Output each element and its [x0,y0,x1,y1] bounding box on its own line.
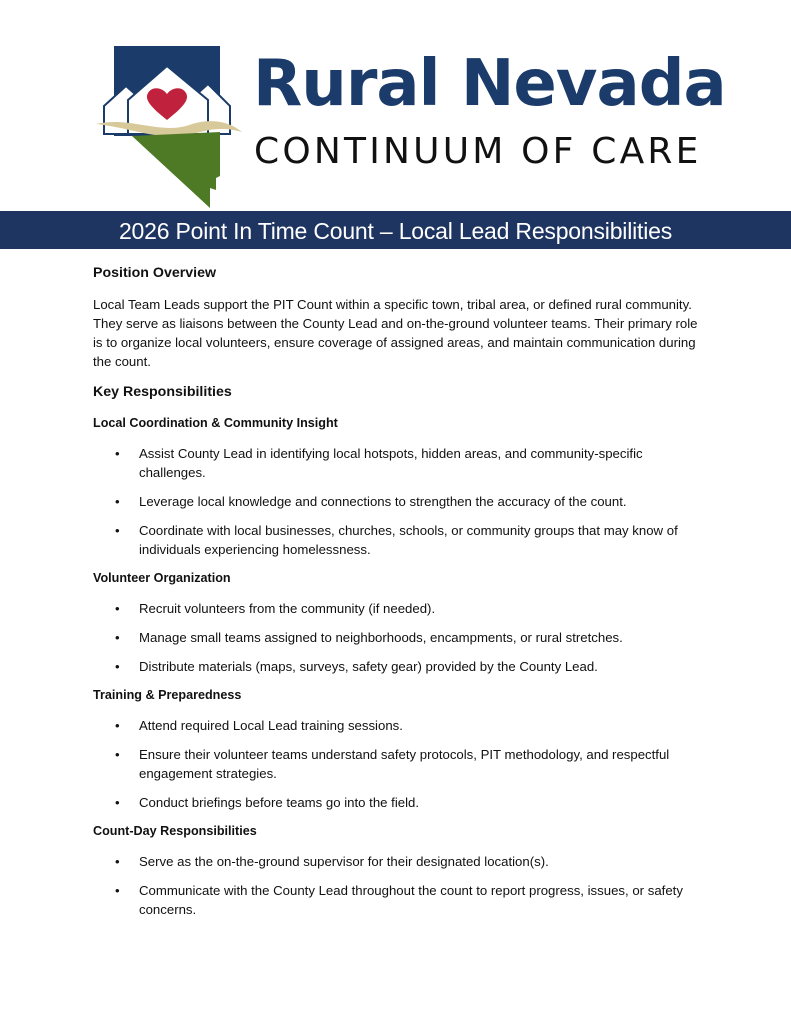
section-title: Volunteer Organization [93,571,231,585]
overview-heading: Position Overview [93,265,216,281]
brand-title: Rural Nevada [253,47,726,121]
list-item [93,852,703,871]
bullet-icon: • [115,659,120,674]
list-item [93,492,703,511]
list-item-text: Attend required Local Lead training sessions. [139,718,403,733]
bullet-icon: • [115,446,120,461]
document-body [93,264,703,929]
bullet-icon: • [115,718,120,733]
bullet-list [93,852,703,919]
bullet-icon: • [115,494,120,509]
list-item [93,628,703,647]
bullet-list [93,599,703,676]
list-item-text: Serve as the on-the-ground supervisor for their designated location(s). [139,854,549,869]
bullet-icon: • [115,795,120,810]
list-item-text: Manage small teams assigned to neighborhoods, encampments, or rural stretches. [139,630,623,645]
bullet-icon: • [115,854,120,869]
list-item [93,881,703,919]
section-title: Local Coordination & Community Insight [93,416,338,430]
logo-nevada-bottom [132,132,220,208]
logo-nevada-houses-icon [92,44,244,210]
list-item-text: Distribute materials (maps, surveys, safety gear) provided by the County Lead. [139,659,598,674]
list-item [93,521,703,559]
list-item [93,716,703,735]
bullet-icon: • [115,523,120,538]
section-title: Count-Day Responsibilities [93,824,257,838]
bullet-list [93,444,703,559]
section-local-coordination [93,414,703,559]
bullet-icon: • [115,883,120,898]
bullet-icon: • [115,630,120,645]
section-volunteer-organization [93,569,703,676]
brand-subtitle: CONTINUUM OF CARE [254,131,702,172]
document-title: 2026 Point In Time Count – Local Lead Responsibilities [118,218,673,244]
list-item [93,745,703,783]
overview-text: Local Team Leads support the PIT Count within a specific town, tribal area, or defined rural community. They serve as liaisons between the County Lead and on-the-ground volunteer teams. Their primary role is to organize local volunteers, ensure coverage of assigned areas, and maintain communication during the count. [93,297,698,369]
title-banner [0,211,791,249]
list-item [93,657,703,676]
section-title: Training & Preparedness [93,688,242,702]
list-item-text: Communicate with the County Lead throughout the count to report progress, issues, or safety concerns. [139,883,683,917]
list-item [93,444,703,482]
list-item-text: Ensure their volunteer teams understand safety protocols, PIT methodology, and respectful engagement strategies. [139,747,670,781]
responsibilities-heading: Key Responsibilities [93,384,232,400]
section-training-preparedness [93,686,703,812]
list-item [93,599,703,618]
list-item-text: Assist County Lead in identifying local hotspots, hidden areas, and community-specific challenges. [139,446,643,480]
bullet-list [93,716,703,812]
list-item-text: Recruit volunteers from the community (if needed). [139,601,436,616]
list-item-text: Coordinate with local businesses, churches, schools, or community groups that may know of individuals experiencing homelessness. [139,523,678,557]
list-item-text: Leverage local knowledge and connections to strengthen the accuracy of the count. [139,494,627,509]
list-item-text: Conduct briefings before teams go into the field. [139,795,420,810]
bullet-icon: • [115,747,120,762]
section-count-day [93,822,703,919]
list-item [93,793,703,812]
bullet-icon: • [115,601,120,616]
